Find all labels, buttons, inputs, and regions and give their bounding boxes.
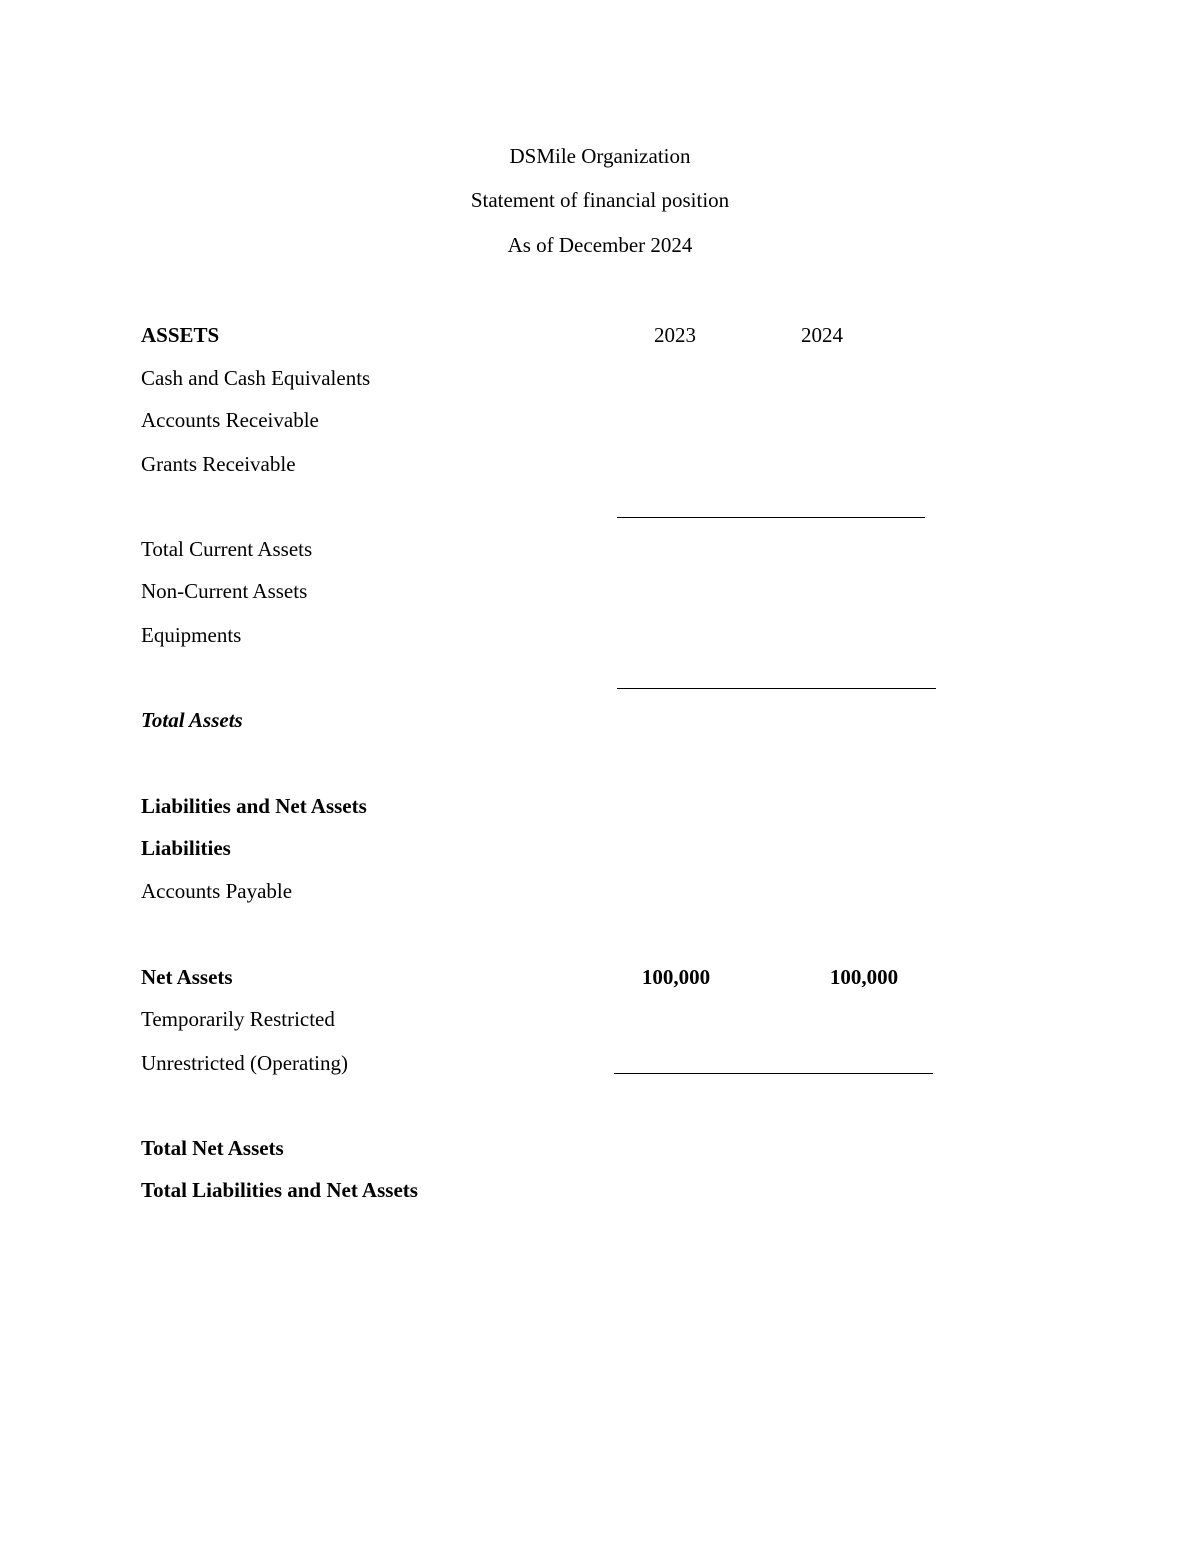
net-assets-title: Net Assets: [141, 965, 233, 989]
row-total-net-assets: Total Net Assets: [141, 1136, 284, 1160]
liabilities-and-net-assets-title: Liabilities and Net Assets: [141, 794, 367, 818]
column-header-2023: 2023: [654, 323, 696, 347]
row-grants-receivable: Grants Receivable: [141, 452, 296, 476]
statement-title: Statement of financial position: [470, 188, 730, 212]
row-total-assets: Total Assets: [141, 708, 243, 732]
row-unrestricted-operating: Unrestricted (Operating): [141, 1051, 348, 1075]
net-assets-rule: [614, 1073, 933, 1074]
total-assets-rule: [617, 688, 936, 689]
row-temporarily-restricted: Temporarily Restricted: [141, 1007, 335, 1031]
row-total-current-assets: Total Current Assets: [141, 537, 313, 561]
row-equipments: Equipments: [141, 623, 242, 647]
row-accounts-receivable: Accounts Receivable: [141, 408, 319, 432]
net-assets-value-2024: 100,000: [829, 965, 899, 989]
row-accounts-payable: Accounts Payable: [141, 879, 293, 903]
liabilities-title: Liabilities: [141, 836, 231, 860]
row-total-liabilities-and-net-assets: Total Liabilities and Net Assets: [141, 1178, 418, 1202]
net-assets-value-2023: 100,000: [641, 965, 711, 989]
column-header-2024: 2024: [801, 323, 843, 347]
as-of-date: As of December 2024: [507, 233, 693, 257]
row-cash-and-cash-equivalents: Cash and Cash Equivalents: [141, 366, 371, 390]
subtotal-rule: [617, 517, 925, 518]
row-non-current-assets: Non-Current Assets: [141, 579, 308, 603]
assets-section-title: ASSETS: [141, 323, 220, 347]
organization-name: DSMile Organization: [509, 144, 691, 168]
